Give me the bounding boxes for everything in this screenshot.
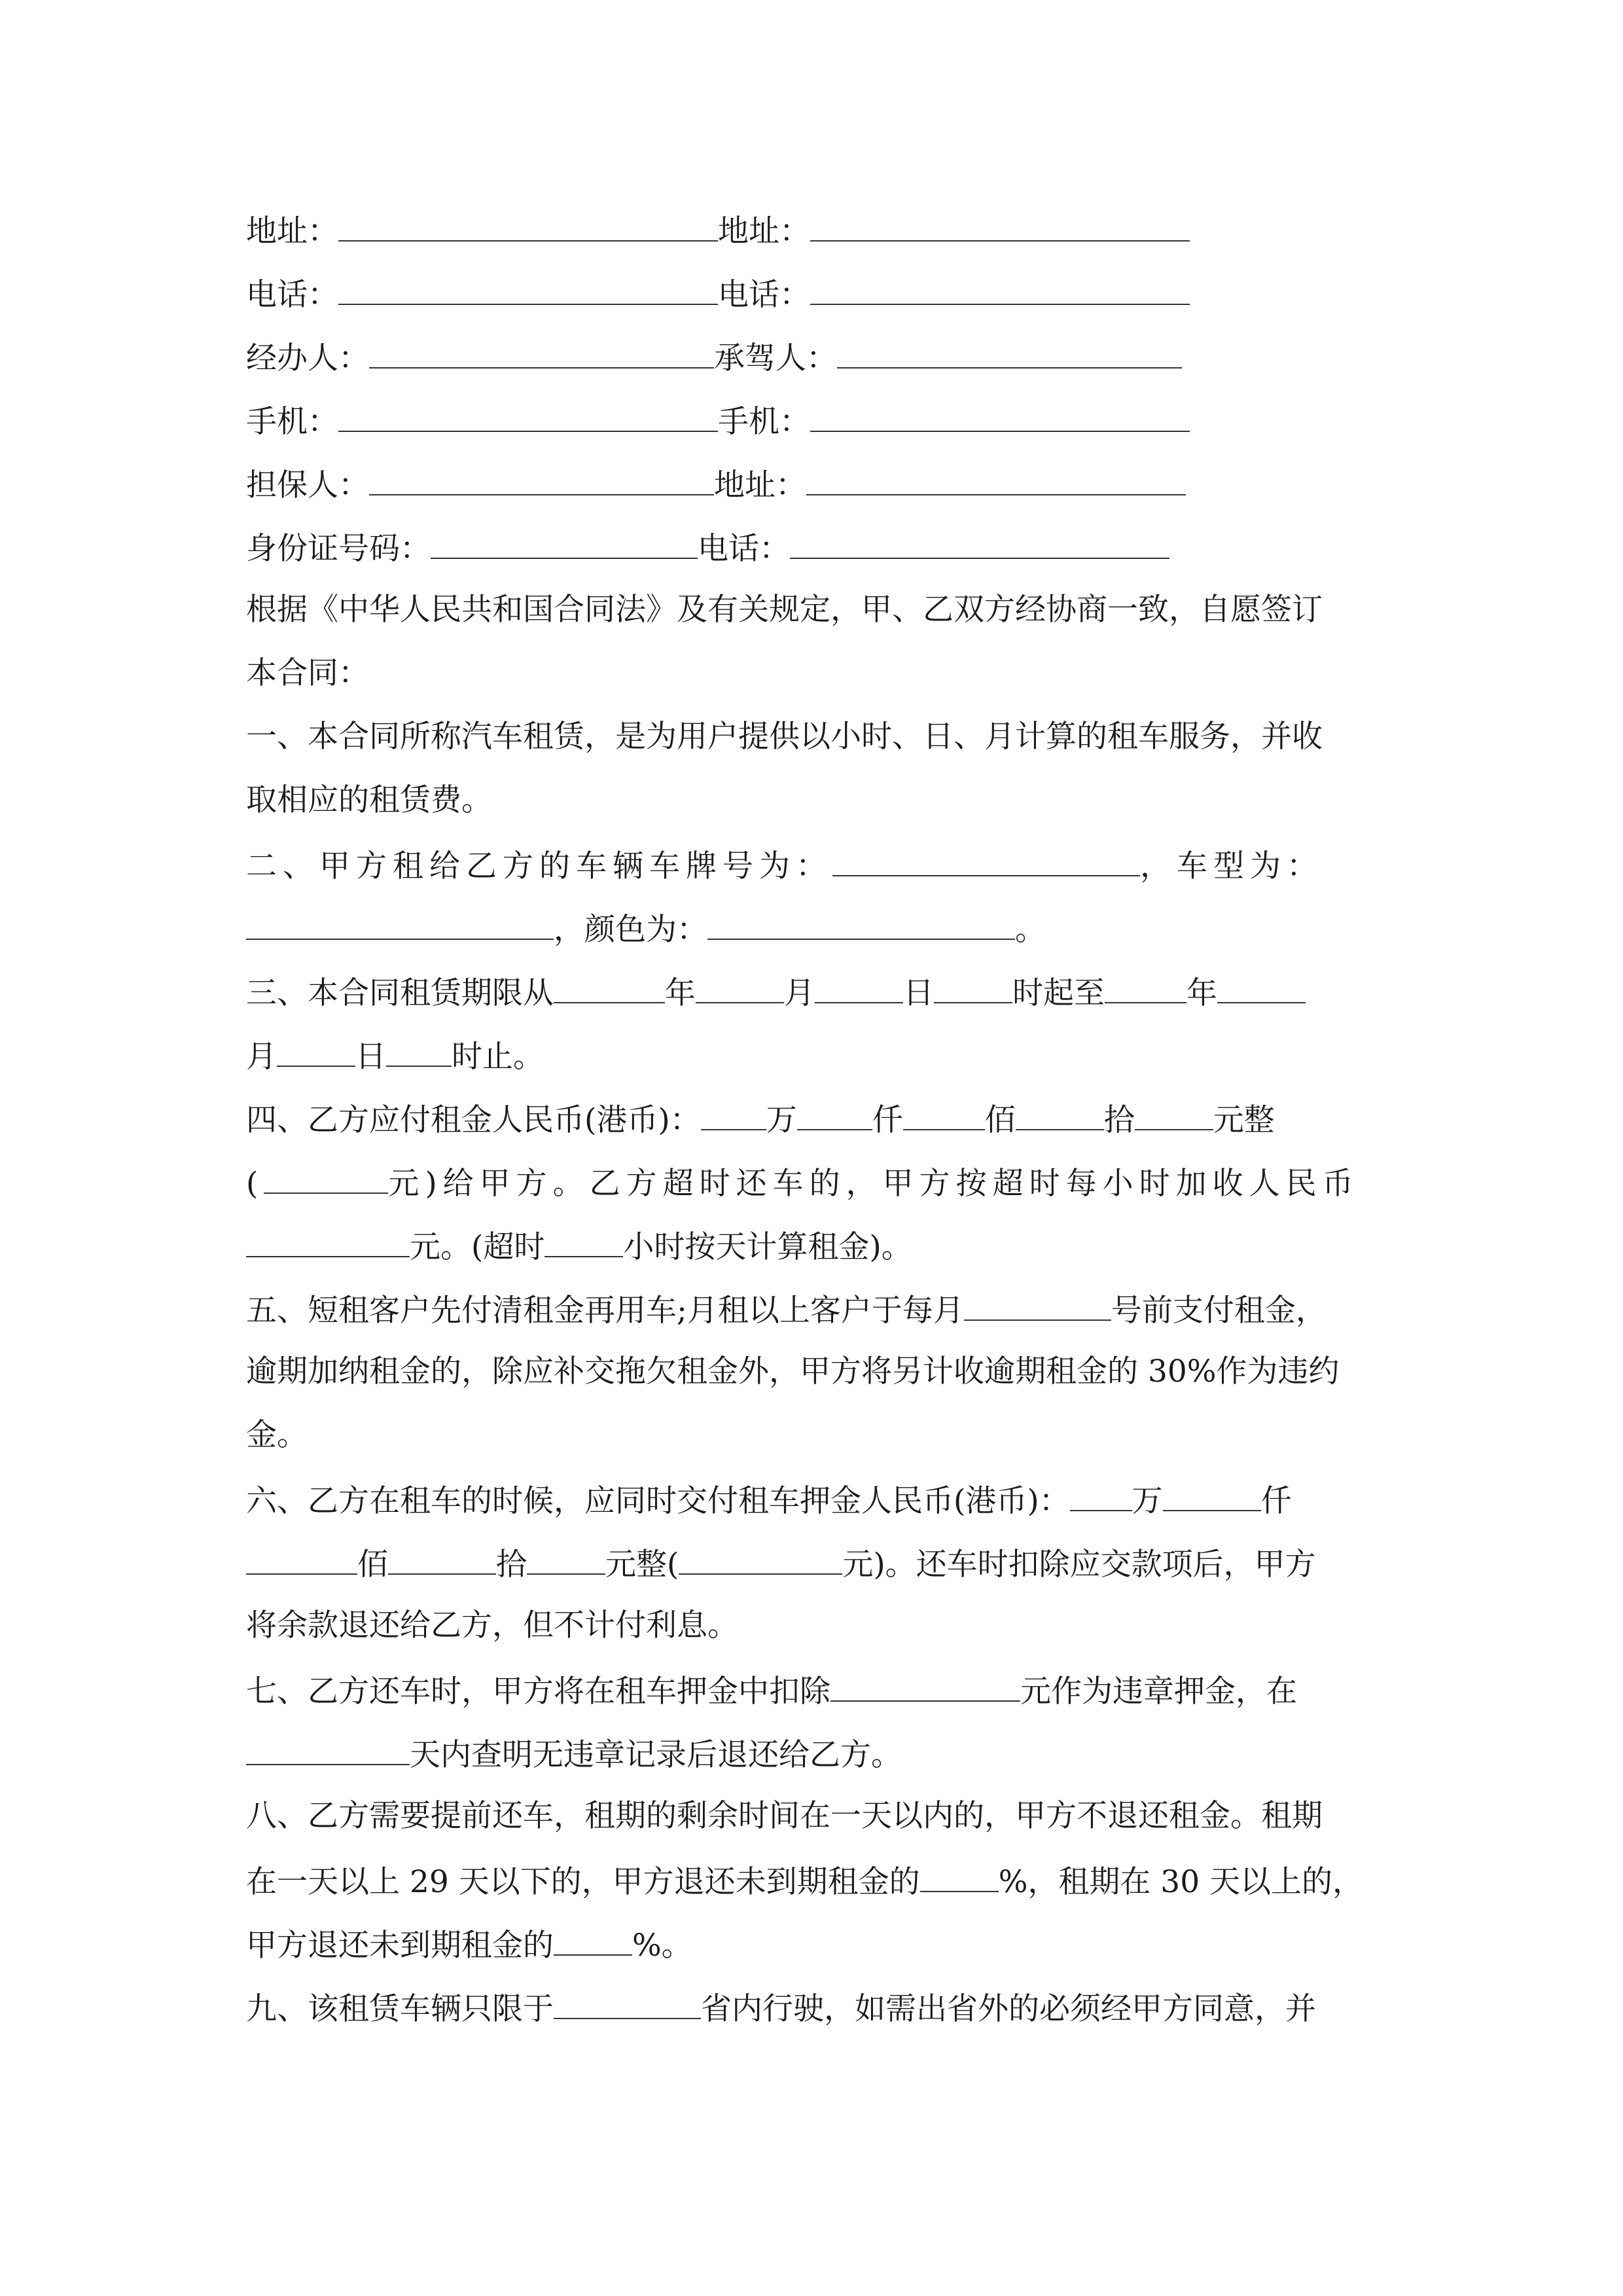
clause-8-text-5: %。: [632, 1928, 692, 1964]
mobile-label-a: 手机：: [246, 404, 338, 440]
refund-percent-blank-b[interactable]: [554, 1914, 632, 1956]
clause-5-text-4: 金。: [246, 1417, 308, 1453]
row-agent: [246, 327, 1182, 386]
clause-9-text-2: 省内行驶，如需出省外的必须经甲方同意，并: [701, 1991, 1316, 2027]
clause-5-text-2: 号前支付租金，: [1111, 1293, 1327, 1329]
clause-2-text-1: 二、甲方租给乙方的车辆车牌号为：: [246, 848, 832, 884]
row-mobile: [246, 390, 1190, 449]
deposit-wan-blank[interactable]: [1070, 1469, 1132, 1511]
phone-label-b: 电话：: [718, 277, 810, 313]
clause-4-line-1: [246, 1088, 1275, 1147]
agent-label: 经办人：: [246, 340, 369, 376]
address-label-a: 地址：: [246, 213, 338, 249]
clause-8-text-2: 在一天以上 29 天以下的，甲方退还未到期租金的: [246, 1864, 920, 1900]
clause-5-line-2: [246, 1342, 1339, 1401]
address-blank-a[interactable]: [338, 200, 718, 242]
row-phone: [246, 263, 1190, 322]
clause-4-line-3: [246, 1215, 912, 1274]
rent-yuan-blank[interactable]: [1135, 1088, 1213, 1130]
clause-3-day-a: 日: [903, 975, 934, 1011]
intro-text-1: 根据《中华人民共和国合同法》及有关规定，甲、乙双方经协商一致，自愿签订: [246, 592, 1323, 628]
clause-6-text-1: 六、乙方在租车的时候，应同时交付租车押金人民币(港币)：: [246, 1483, 1070, 1519]
clause-8-line-1: [246, 1787, 1323, 1846]
clause-4-text-4: 小时按天计算租金)。: [623, 1229, 912, 1265]
phone-label-a: 电话：: [246, 277, 338, 313]
clause-2-text-3: ，颜色为：: [554, 912, 707, 948]
deposit-yuan-blank[interactable]: [527, 1533, 605, 1575]
clause-3-month-a: 月: [784, 975, 815, 1011]
clause-6-line-3: [246, 1596, 738, 1655]
clause-2-text-4: 。: [1015, 912, 1046, 948]
start-day-blank[interactable]: [815, 961, 903, 1003]
clause-7-line-1: [246, 1660, 1297, 1719]
deposit-shi-blank[interactable]: [388, 1533, 496, 1575]
clause-6-bai: 佰: [357, 1547, 388, 1583]
idcard-blank[interactable]: [431, 517, 698, 559]
rent-amount-blank[interactable]: [264, 1152, 388, 1194]
agent-blank[interactable]: [369, 327, 714, 368]
clause-7-text-1: 七、乙方还车时，甲方将在租车押金中扣除: [246, 1674, 830, 1710]
clause-3-text-3: 时止。: [452, 1039, 544, 1075]
clause-6-yuan: 元整(: [605, 1547, 679, 1583]
clause-4-text-1: 四、乙方应付租金人民币(港币)：: [246, 1102, 701, 1138]
clause-8-line-3: [246, 1914, 692, 1973]
clause-1-text-1: 一、本合同所称汽车租赁，是为用户提供以小时、日、月计算的租车服务，并收: [246, 719, 1323, 755]
clause-4-bai: 佰: [984, 1102, 1016, 1138]
clause-9-text-1: 九、该租赁车辆只限于: [246, 1991, 554, 2027]
deposit-qian-blank[interactable]: [1163, 1469, 1261, 1511]
clause-6-text-2: 元)。还车时扣除应交款项后，甲方: [842, 1547, 1316, 1583]
clause-2-line-1: [246, 834, 1323, 893]
clause-3-line-2: [246, 1025, 544, 1084]
clause-6-line-1: [246, 1469, 1292, 1528]
clause-3-text-1: 三、本合同租赁期限从: [246, 975, 554, 1011]
mobile-blank-a[interactable]: [338, 390, 718, 432]
car-model-blank[interactable]: [246, 898, 554, 940]
intro-text-2: 本合同：: [246, 655, 369, 691]
phone-blank-b[interactable]: [810, 263, 1190, 305]
check-days-blank[interactable]: [246, 1723, 410, 1765]
clause-8-line-2: [246, 1850, 1363, 1909]
clause-3-year-a: 年: [665, 975, 696, 1011]
clause-7-text-2: 元作为违章押金，在: [1020, 1674, 1297, 1710]
car-color-blank[interactable]: [707, 898, 1015, 940]
rent-qian-blank[interactable]: [797, 1088, 872, 1130]
province-blank[interactable]: [554, 1977, 701, 2019]
guarantor-phone-label: 电话：: [698, 531, 790, 567]
driver-blank[interactable]: [837, 327, 1182, 368]
clause-4-yuan: 元整: [1213, 1102, 1275, 1138]
clause-1-text-2: 取相应的租赁费。: [246, 782, 492, 818]
intro-line-1: [246, 581, 1323, 639]
overtime-rate-blank[interactable]: [246, 1215, 410, 1257]
rent-bai-blank[interactable]: [903, 1088, 985, 1130]
start-hour-blank[interactable]: [934, 961, 1012, 1003]
clause-4-qian: 仟: [872, 1102, 903, 1138]
start-month-blank[interactable]: [696, 961, 784, 1003]
guarantor-blank[interactable]: [369, 454, 714, 495]
clause-2-text-2: ，车型为：: [1140, 848, 1323, 884]
clause-3-year-b: 年: [1186, 975, 1217, 1011]
address-blank-b[interactable]: [810, 200, 1190, 242]
clause-3-line-1: [246, 961, 1306, 1020]
guarantor-phone-blank[interactable]: [790, 517, 1169, 559]
clause-6-shi: 拾: [496, 1547, 527, 1583]
deposit-amount-blank[interactable]: [679, 1533, 842, 1575]
clause-6-line-2: [246, 1533, 1316, 1592]
end-day-blank[interactable]: [386, 1025, 452, 1067]
clause-5-line-3: [246, 1406, 308, 1465]
clause-5-line-1: [246, 1279, 1327, 1338]
address-label-b: 地址：: [718, 213, 810, 249]
clause-1-line-2: [246, 771, 492, 830]
plate-number-blank[interactable]: [832, 834, 1140, 876]
row-guarantor: [246, 454, 1186, 512]
clause-7-text-3: 天内查明无违章记录后退还给乙方。: [410, 1737, 902, 1773]
clause-3-month-b: 月: [246, 1039, 277, 1075]
clause-4-paren: (: [246, 1166, 264, 1202]
guarantor-label: 担保人：: [246, 467, 369, 503]
row-address: [246, 200, 1190, 259]
rent-shi-blank[interactable]: [1016, 1088, 1104, 1130]
clause-9-line-1: [246, 1977, 1316, 2036]
mobile-label-b: 手机：: [718, 404, 810, 440]
clause-2-line-2: [246, 898, 1046, 957]
clause-1-line-1: [246, 708, 1323, 766]
phone-blank-a[interactable]: [338, 263, 718, 305]
clause-8-text-4: 甲方退还未到期租金的: [246, 1928, 554, 1964]
clause-3-text-2: 时起至: [1012, 975, 1105, 1011]
clause-8-text-3: %，租期在 30 天以上的，: [998, 1864, 1364, 1900]
rent-wan-blank[interactable]: [701, 1088, 766, 1130]
clause-3-day-b: 日: [355, 1039, 386, 1075]
guarantor-address-label: 地址：: [714, 467, 806, 503]
clause-6-wan: 万: [1132, 1483, 1163, 1519]
end-month-blank[interactable]: [277, 1025, 355, 1067]
overtime-hours-blank[interactable]: [544, 1215, 623, 1257]
deposit-bai-blank-a[interactable]: [246, 1533, 357, 1575]
mobile-blank-b[interactable]: [810, 390, 1190, 432]
driver-label: 承驾人：: [714, 340, 837, 376]
violation-deposit-blank[interactable]: [830, 1660, 1020, 1702]
clause-4-wan: 万: [766, 1102, 797, 1138]
payment-day-blank[interactable]: [964, 1279, 1111, 1321]
row-idcard: [246, 517, 1169, 576]
refund-percent-blank-a[interactable]: [920, 1850, 999, 1892]
guarantor-address-blank[interactable]: [806, 454, 1186, 495]
end-month-blank-a[interactable]: [1217, 961, 1306, 1003]
clause-4-text-3: 元。(超时: [410, 1229, 545, 1265]
clause-4-text-2: 元)给甲方。乙方超时还车的，甲方按超时每小时加收人民币: [388, 1166, 1359, 1202]
clause-6-text-3: 将余款退还给乙方，但不计付利息。: [246, 1607, 738, 1643]
clause-8-text-1: 八、乙方需要提前还车，租期的剩余时间在一天以内的，甲方不退还租金。租期: [246, 1798, 1323, 1834]
clause-5-text-1: 五、短租客户先付清租金再用车;月租以上客户于每月: [246, 1293, 964, 1329]
idcard-label: 身份证号码：: [246, 531, 431, 567]
clause-4-line-2: [246, 1152, 1359, 1211]
clause-6-qian: 仟: [1260, 1483, 1292, 1519]
intro-line-2: [246, 644, 369, 703]
clause-7-line-2: [246, 1723, 902, 1782]
start-year-blank[interactable]: [554, 961, 665, 1003]
clause-4-shi: 拾: [1103, 1102, 1135, 1138]
end-year-blank[interactable]: [1105, 961, 1186, 1003]
clause-5-text-3: 逾期加纳租金的，除应补交拖欠租金外，甲方将另计收逾期租金的 30%作为违约: [246, 1354, 1340, 1390]
